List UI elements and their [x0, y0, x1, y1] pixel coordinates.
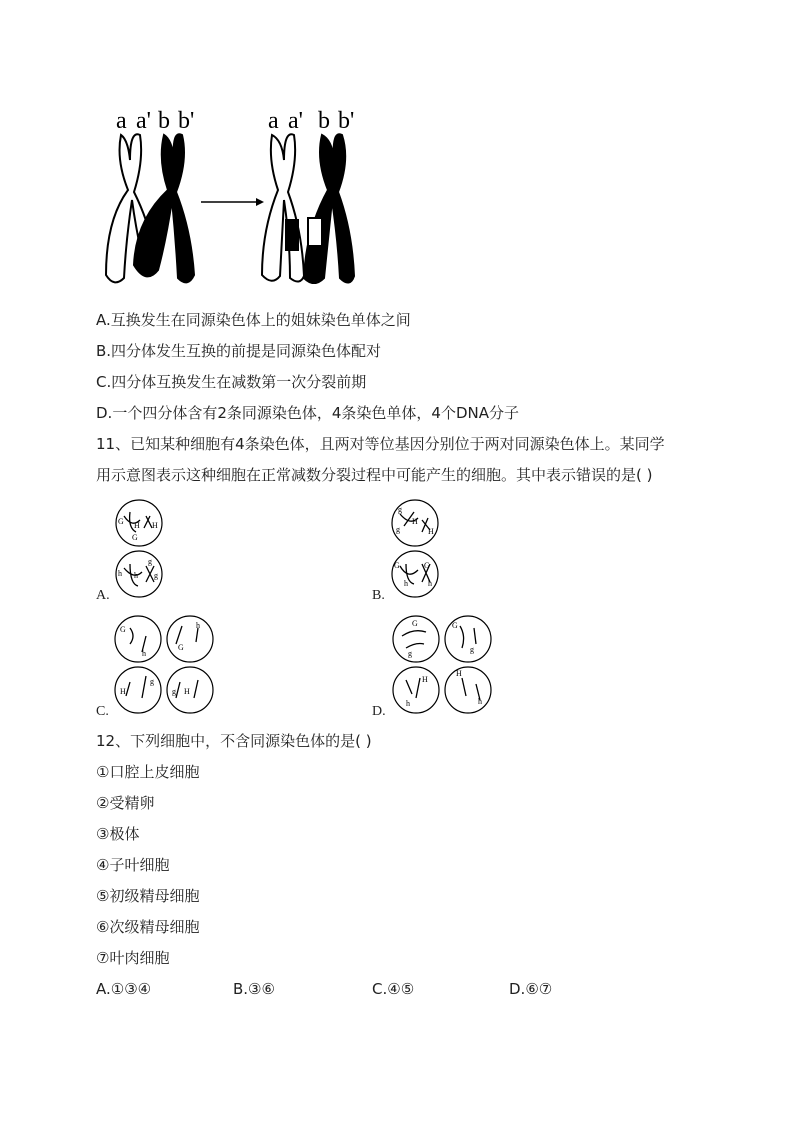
svg-text:H: H [412, 517, 418, 526]
q12-item-6: ⑥次级精母细胞 [96, 918, 200, 936]
q11-option-a-label: A. [96, 588, 110, 603]
svg-text:G: G [178, 643, 184, 652]
q10-option-a: A.互换发生在同源染色体上的姐妹染色单体之间 [96, 311, 411, 329]
svg-text:H: H [456, 669, 462, 678]
fig-left-label-b-prime: b' [178, 108, 195, 134]
svg-text:g: g [172, 687, 176, 696]
svg-text:G: G [120, 625, 126, 634]
q11-option-d-svg [390, 614, 498, 718]
svg-text:g: g [148, 557, 152, 566]
q11-option-c-label: C. [96, 704, 109, 719]
svg-text:h: h [142, 649, 146, 658]
svg-text:g: g [398, 505, 402, 514]
fig-left-label-b: b [158, 108, 170, 134]
svg-text:G: G [132, 533, 138, 542]
q12-stem: 12、下列细胞中，不含同源染色体的是( ) [96, 732, 372, 750]
q11-option-c-diagram [112, 614, 220, 718]
q10-option-b: B.四分体发生互换的前提是同源染色体配对 [96, 342, 382, 360]
svg-text:h: h [118, 569, 122, 578]
svg-text:g: g [150, 677, 154, 686]
q10-option-d: D.一个四分体含有2条同源染色体，4条染色单体，4个DNA分子 [96, 404, 519, 422]
svg-text:h: h [478, 697, 482, 706]
svg-text:H: H [428, 527, 434, 536]
fig-left-label-a-prime: a' [136, 108, 151, 134]
svg-text:H: H [422, 675, 428, 684]
q10-option-c: C.四分体互换发生在减数第一次分裂前期 [96, 373, 367, 391]
svg-text:h: h [404, 579, 408, 588]
fig-left-label-a: a [116, 108, 127, 134]
svg-text:G: G [394, 561, 400, 570]
q12-item-3: ③极体 [96, 825, 140, 843]
svg-text:h: h [428, 579, 432, 588]
q11-option-b-svg [388, 498, 444, 602]
svg-text:g: g [154, 571, 158, 580]
q11-option-c-svg [112, 614, 220, 718]
q11-option-d-diagram [390, 614, 498, 718]
q12-answer-d: D.⑥⑦ [509, 980, 553, 998]
svg-text:G: G [118, 517, 124, 526]
fig-right-label-b-prime: b' [338, 108, 355, 134]
q12-item-2: ②受精卵 [96, 794, 155, 812]
q12-answer-b: B.③⑥ [233, 980, 275, 998]
fig-right-label-b: b [318, 108, 330, 134]
svg-text:G: G [424, 561, 430, 570]
q12-item-7: ⑦叶肉细胞 [96, 949, 170, 967]
svg-text:H: H [120, 687, 126, 696]
q12-item-5: ⑤初级精母细胞 [96, 887, 200, 905]
svg-text:h: h [196, 621, 200, 630]
left-black-chromosome [134, 134, 194, 282]
svg-text:h: h [406, 699, 410, 708]
q11-option-b-diagram [388, 498, 444, 602]
svg-text:h: h [134, 571, 138, 580]
q11-option-a-diagram [112, 498, 168, 602]
fig-right-label-a-prime: a' [288, 108, 303, 134]
q11-option-b-label: B. [372, 588, 385, 603]
svg-text:g: g [396, 525, 400, 534]
svg-text:H: H [152, 521, 158, 530]
svg-text:g: g [470, 645, 474, 654]
svg-text:H: H [134, 521, 140, 530]
svg-text:G: G [452, 621, 458, 630]
crossover-figure-svg [96, 100, 376, 290]
q11-option-d-label: D. [372, 704, 386, 719]
svg-text:H: H [184, 687, 190, 696]
q12-answer-c: C.④⑤ [372, 980, 415, 998]
crossover-figure [96, 100, 376, 290]
q11-option-a-svg [112, 498, 168, 602]
q11-stem-line2: 用示意图表示这种细胞在正常减数分裂过程中可能产生的细胞。其中表示错误的是( ) [96, 466, 653, 484]
fig-right-label-a: a [268, 108, 279, 134]
q11-stem-line1: 11、已知某种细胞有4条染色体，且两对等位基因分别位于两对同源染色体上。某同学 [96, 435, 665, 453]
svg-text:g: g [408, 649, 412, 658]
right-white-chromosome [262, 134, 304, 281]
right-black-chromosome [304, 134, 354, 283]
q12-item-1: ①口腔上皮细胞 [96, 763, 200, 781]
q12-item-4: ④子叶细胞 [96, 856, 170, 874]
q12-answer-a: A.①③④ [96, 980, 152, 998]
svg-text:G: G [412, 619, 418, 628]
